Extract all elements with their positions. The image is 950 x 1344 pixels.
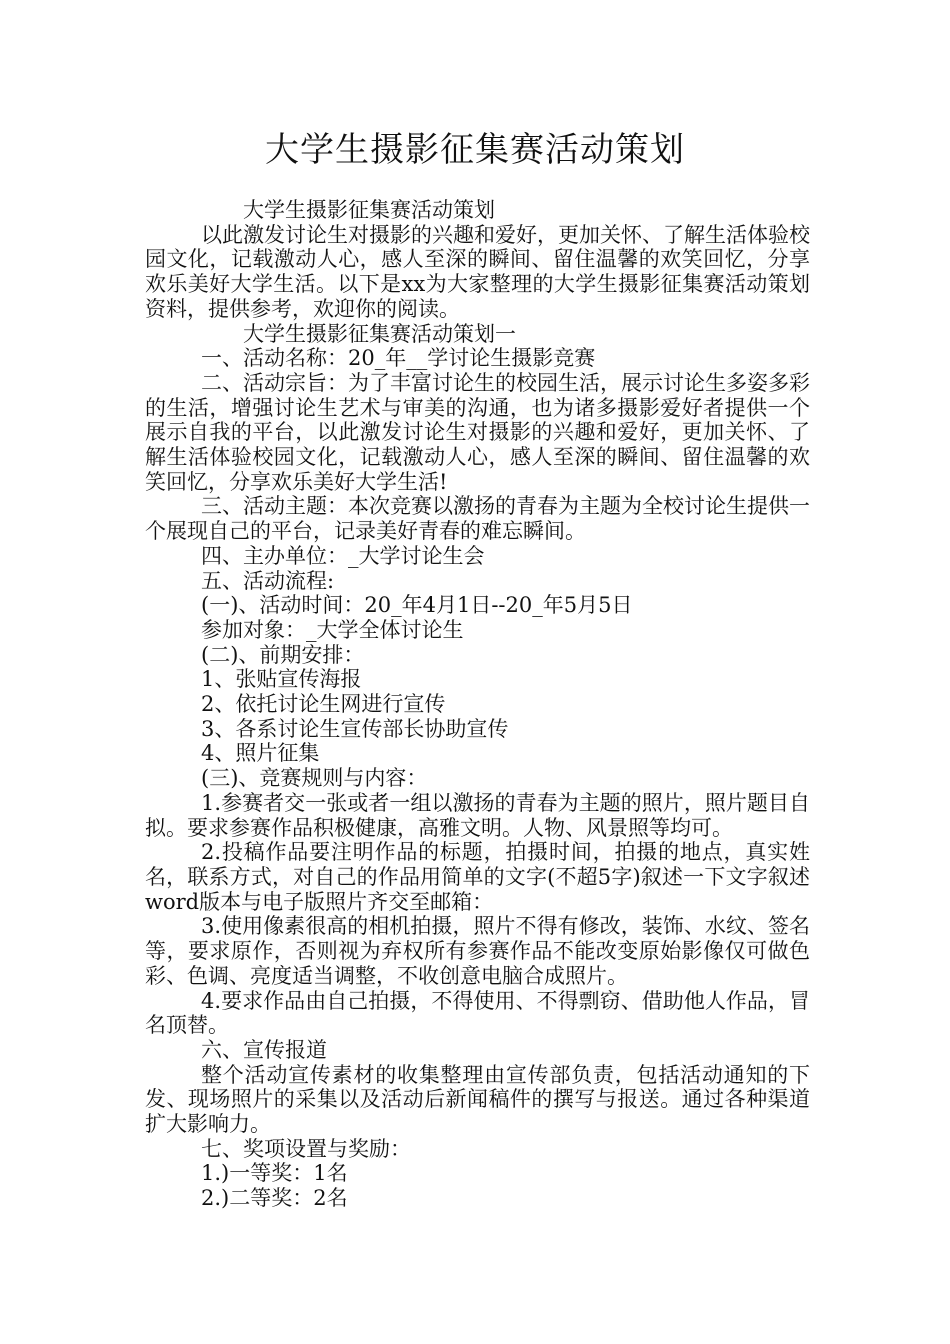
preparation-item: 3、各系讨论生宣传部长协助宣传 <box>201 716 509 741</box>
rule-item: 2.投稿作品要注明作品的标题，拍摄时间，拍摄的地点，真实姓名，联系方式，对自己的作品用简单的文字(不超5字)叙述一下文字叙述word版本与电子版照片齐交至邮箱： <box>145 840 810 914</box>
preparation-item: 4、照片征集 <box>201 741 320 766</box>
activity-process-heading: 五、活动流程: <box>201 568 335 593</box>
document-body <box>145 198 810 1211</box>
activity-time: (一)、活动时间：20_年4月1日--20_年5月5日 <box>201 593 633 618</box>
publicity-paragraph: 整个活动宣传素材的收集整理由宣传部负责，包括活动通知的下发、现场照片的采集以及活动后新闻稿件的撰写与报送。通过各种渠道扩大影响力。 <box>145 1062 810 1137</box>
publicity-heading: 六、宣传报道 <box>201 1037 327 1062</box>
document-title: 大学生摄影征集赛活动策划 <box>265 130 685 170</box>
rule-item: 1.参赛者交一张或者一组以激扬的青春为主题的照片，照片题目自拟。要求参赛作品积极健康，高雅文明。人物、风景照等均可。 <box>145 790 810 840</box>
subtitle-heading: 大学生摄影征集赛活动策划 <box>243 198 495 222</box>
preparation-item: 2、依托讨论生网进行宣传 <box>201 692 446 717</box>
awards-heading: 七、奖项设置与奖励： <box>201 1136 411 1161</box>
preparation-item: 1、张贴宣传海报 <box>201 667 362 692</box>
intro-paragraph: 以此激发讨论生对摄影的兴趣和爱好，更加关怀、了解生活体验校园文化，记载激动人心，感人至深的瞬间、留住温馨的欢笑回忆，分享欢乐美好大学生活。以下是xx为大家整理的大学生摄影征集赛活动策划资料，提供参考，欢迎你的阅读。 <box>145 222 810 321</box>
activity-purpose: 二、活动宗旨：为了丰富讨论生的校园生活，展示讨论生多姿多彩的生活，增强讨论生艺术与审美的沟通，也为诸多摄影爱好者提供一个展示自我的平台，以此激发讨论生对摄影的兴趣和爱好，更加关怀、了解生活体验校园文化，记载激动人心，感人至深的瞬间、留住温馨的欢笑回忆，分享欢乐美好大学生活! <box>145 370 810 494</box>
activity-name: 一、活动名称：20_年__学讨论生摄影竞赛 <box>201 346 596 371</box>
activity-theme: 三、活动主题：本次竞赛以激扬的青春为主题为全校讨论生提供一个展现自己的平台，记录美好青春的难忘瞬间。 <box>145 494 810 544</box>
rule-item: 3.使用像素很高的相机拍摄，照片不得有修改，装饰、水纹、签名等，要求原作，否则视为弃权所有参赛作品不能改变原始影像仅可做色彩、色调、亮度适当调整，不收创意电脑合成照片。 <box>145 914 810 988</box>
award-item: 1.)一等奖：1名 <box>201 1161 348 1186</box>
plan-one-heading: 大学生摄影征集赛活动策划一 <box>243 321 516 346</box>
organizer: 四、主办单位：_大学讨论生会 <box>201 543 485 568</box>
participants: 参加对象：_大学全体讨论生 <box>201 617 464 642</box>
award-item: 2.)二等奖：2名 <box>201 1186 348 1211</box>
rule-item: 4.要求作品由自己拍摄，不得使用、不得剽窃、借助他人作品，冒名顶替。 <box>145 988 810 1038</box>
rules-heading: (三)、竞赛规则与内容： <box>201 766 428 791</box>
preparation-heading: (二)、前期安排： <box>201 642 365 667</box>
